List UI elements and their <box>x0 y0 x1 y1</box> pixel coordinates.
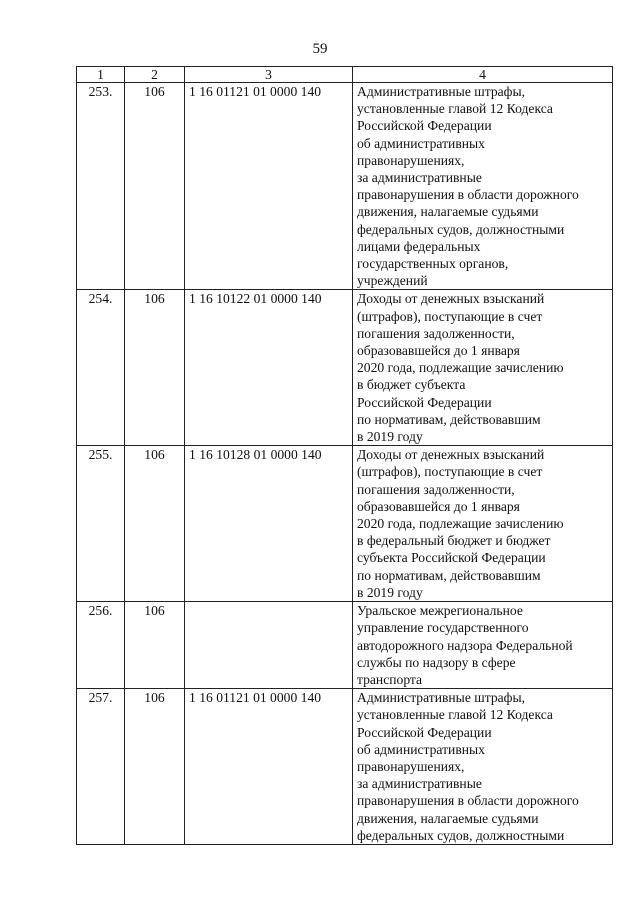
description-line: Административные штрафы, <box>357 84 525 99</box>
administrator-code: 106 <box>125 602 185 689</box>
description-line: за административные <box>357 170 482 186</box>
description-line: движения, налагаемые судьями <box>357 204 539 220</box>
description-line: движения, налагаемые судьями <box>357 810 539 826</box>
description-line: погашения задолженности, <box>357 481 515 497</box>
revenue-description <box>353 602 613 689</box>
description-line: Административные штрафы, <box>357 690 525 706</box>
description-line: федеральных судов, должностными <box>357 221 565 237</box>
row-number: 255. <box>77 446 125 602</box>
column-header-4: 4 <box>353 67 613 83</box>
description-line: по нормативам, действовавшим <box>357 411 541 427</box>
description-line: по нормативам, действовавшим <box>357 567 541 583</box>
description-line: в 2019 году <box>357 584 423 600</box>
description-line: в 2019 году <box>357 429 423 445</box>
table-row <box>77 290 613 446</box>
revenue-description <box>353 689 613 845</box>
description-line: Доходы от денежных взысканий <box>357 447 545 463</box>
row-number: 256. <box>77 602 125 689</box>
description-line: за административные <box>357 776 482 792</box>
description-line: об административных <box>357 135 485 151</box>
revenue-description <box>353 83 613 290</box>
revenue-description <box>353 446 613 602</box>
description-line: правонарушения в области дорожного <box>357 793 579 809</box>
table-row <box>77 446 613 602</box>
administrator-code: 106 <box>125 83 185 290</box>
description-line: Доходы от денежных взысканий <box>357 291 545 307</box>
description-line: учреждений <box>357 273 428 289</box>
description-line: управление государственного <box>357 620 529 636</box>
description-line: правонарушения в области дорожного <box>357 187 579 203</box>
column-header-2: 2 <box>125 67 185 83</box>
description-line: (штрафов), поступающие в счет <box>357 308 543 324</box>
description-line: автодорожного надзора Федеральной <box>357 637 573 653</box>
table-row <box>77 689 613 845</box>
administrator-code: 106 <box>125 689 185 845</box>
description-line: лицами федеральных <box>357 238 481 254</box>
description-line: государственных органов, <box>357 256 509 272</box>
description-line: (штрафов), поступающие в счет <box>357 464 543 480</box>
row-number: 253. <box>77 83 125 290</box>
description-line: федеральных судов, должностными <box>357 827 565 843</box>
administrator-code: 106 <box>125 446 185 602</box>
revenue-codes-table <box>76 66 613 845</box>
revenue-classification-code <box>185 602 353 689</box>
revenue-classification-code: 1 16 01121 01 0000 140 <box>185 83 353 290</box>
description-line: об административных <box>357 741 485 757</box>
column-number-row <box>77 67 613 83</box>
column-header-3: 3 <box>185 67 353 83</box>
description-line: 2020 года, подлежащие зачислению <box>357 516 564 532</box>
description-line: установленные главой 12 Кодекса <box>357 707 553 723</box>
description-line: Российской Федерации <box>357 724 492 740</box>
revenue-classification-code: 1 16 10122 01 0000 140 <box>185 290 353 446</box>
description-line: в бюджет субъекта <box>357 377 466 393</box>
description-line: образовавшейся до 1 января <box>357 343 520 359</box>
table-body <box>77 83 613 845</box>
row-number: 257. <box>77 689 125 845</box>
description-line: 2020 года, подлежащие зачислению <box>357 360 564 376</box>
description-line: службы по надзору в сфере <box>357 654 516 670</box>
description-line: установленные главой 12 Кодекса <box>357 101 553 117</box>
table-row <box>77 83 613 290</box>
description-line: транспорта <box>357 671 423 687</box>
administrator-code: 106 <box>125 290 185 446</box>
description-line: в федеральный бюджет и бюджет <box>357 533 551 549</box>
description-line: погашения задолженности, <box>357 325 515 341</box>
description-line: субъекта Российской Федерации <box>357 550 546 566</box>
description-line: Российской Федерации <box>357 394 492 410</box>
table-row <box>77 602 613 689</box>
description-line: правонарушениях, <box>357 152 465 168</box>
revenue-classification-code: 1 16 10128 01 0000 140 <box>185 446 353 602</box>
row-number: 254. <box>77 290 125 446</box>
revenue-description <box>353 290 613 446</box>
revenue-classification-code: 1 16 01121 01 0000 140 <box>185 689 353 845</box>
page-number: 59 <box>312 41 328 57</box>
column-header-1: 1 <box>77 67 125 83</box>
description-line: правонарушениях, <box>357 758 465 774</box>
description-line: Уральское межрегиональное <box>357 603 523 619</box>
description-line: образовавшейся до 1 января <box>357 498 520 514</box>
description-line: Российской Федерации <box>357 118 492 134</box>
